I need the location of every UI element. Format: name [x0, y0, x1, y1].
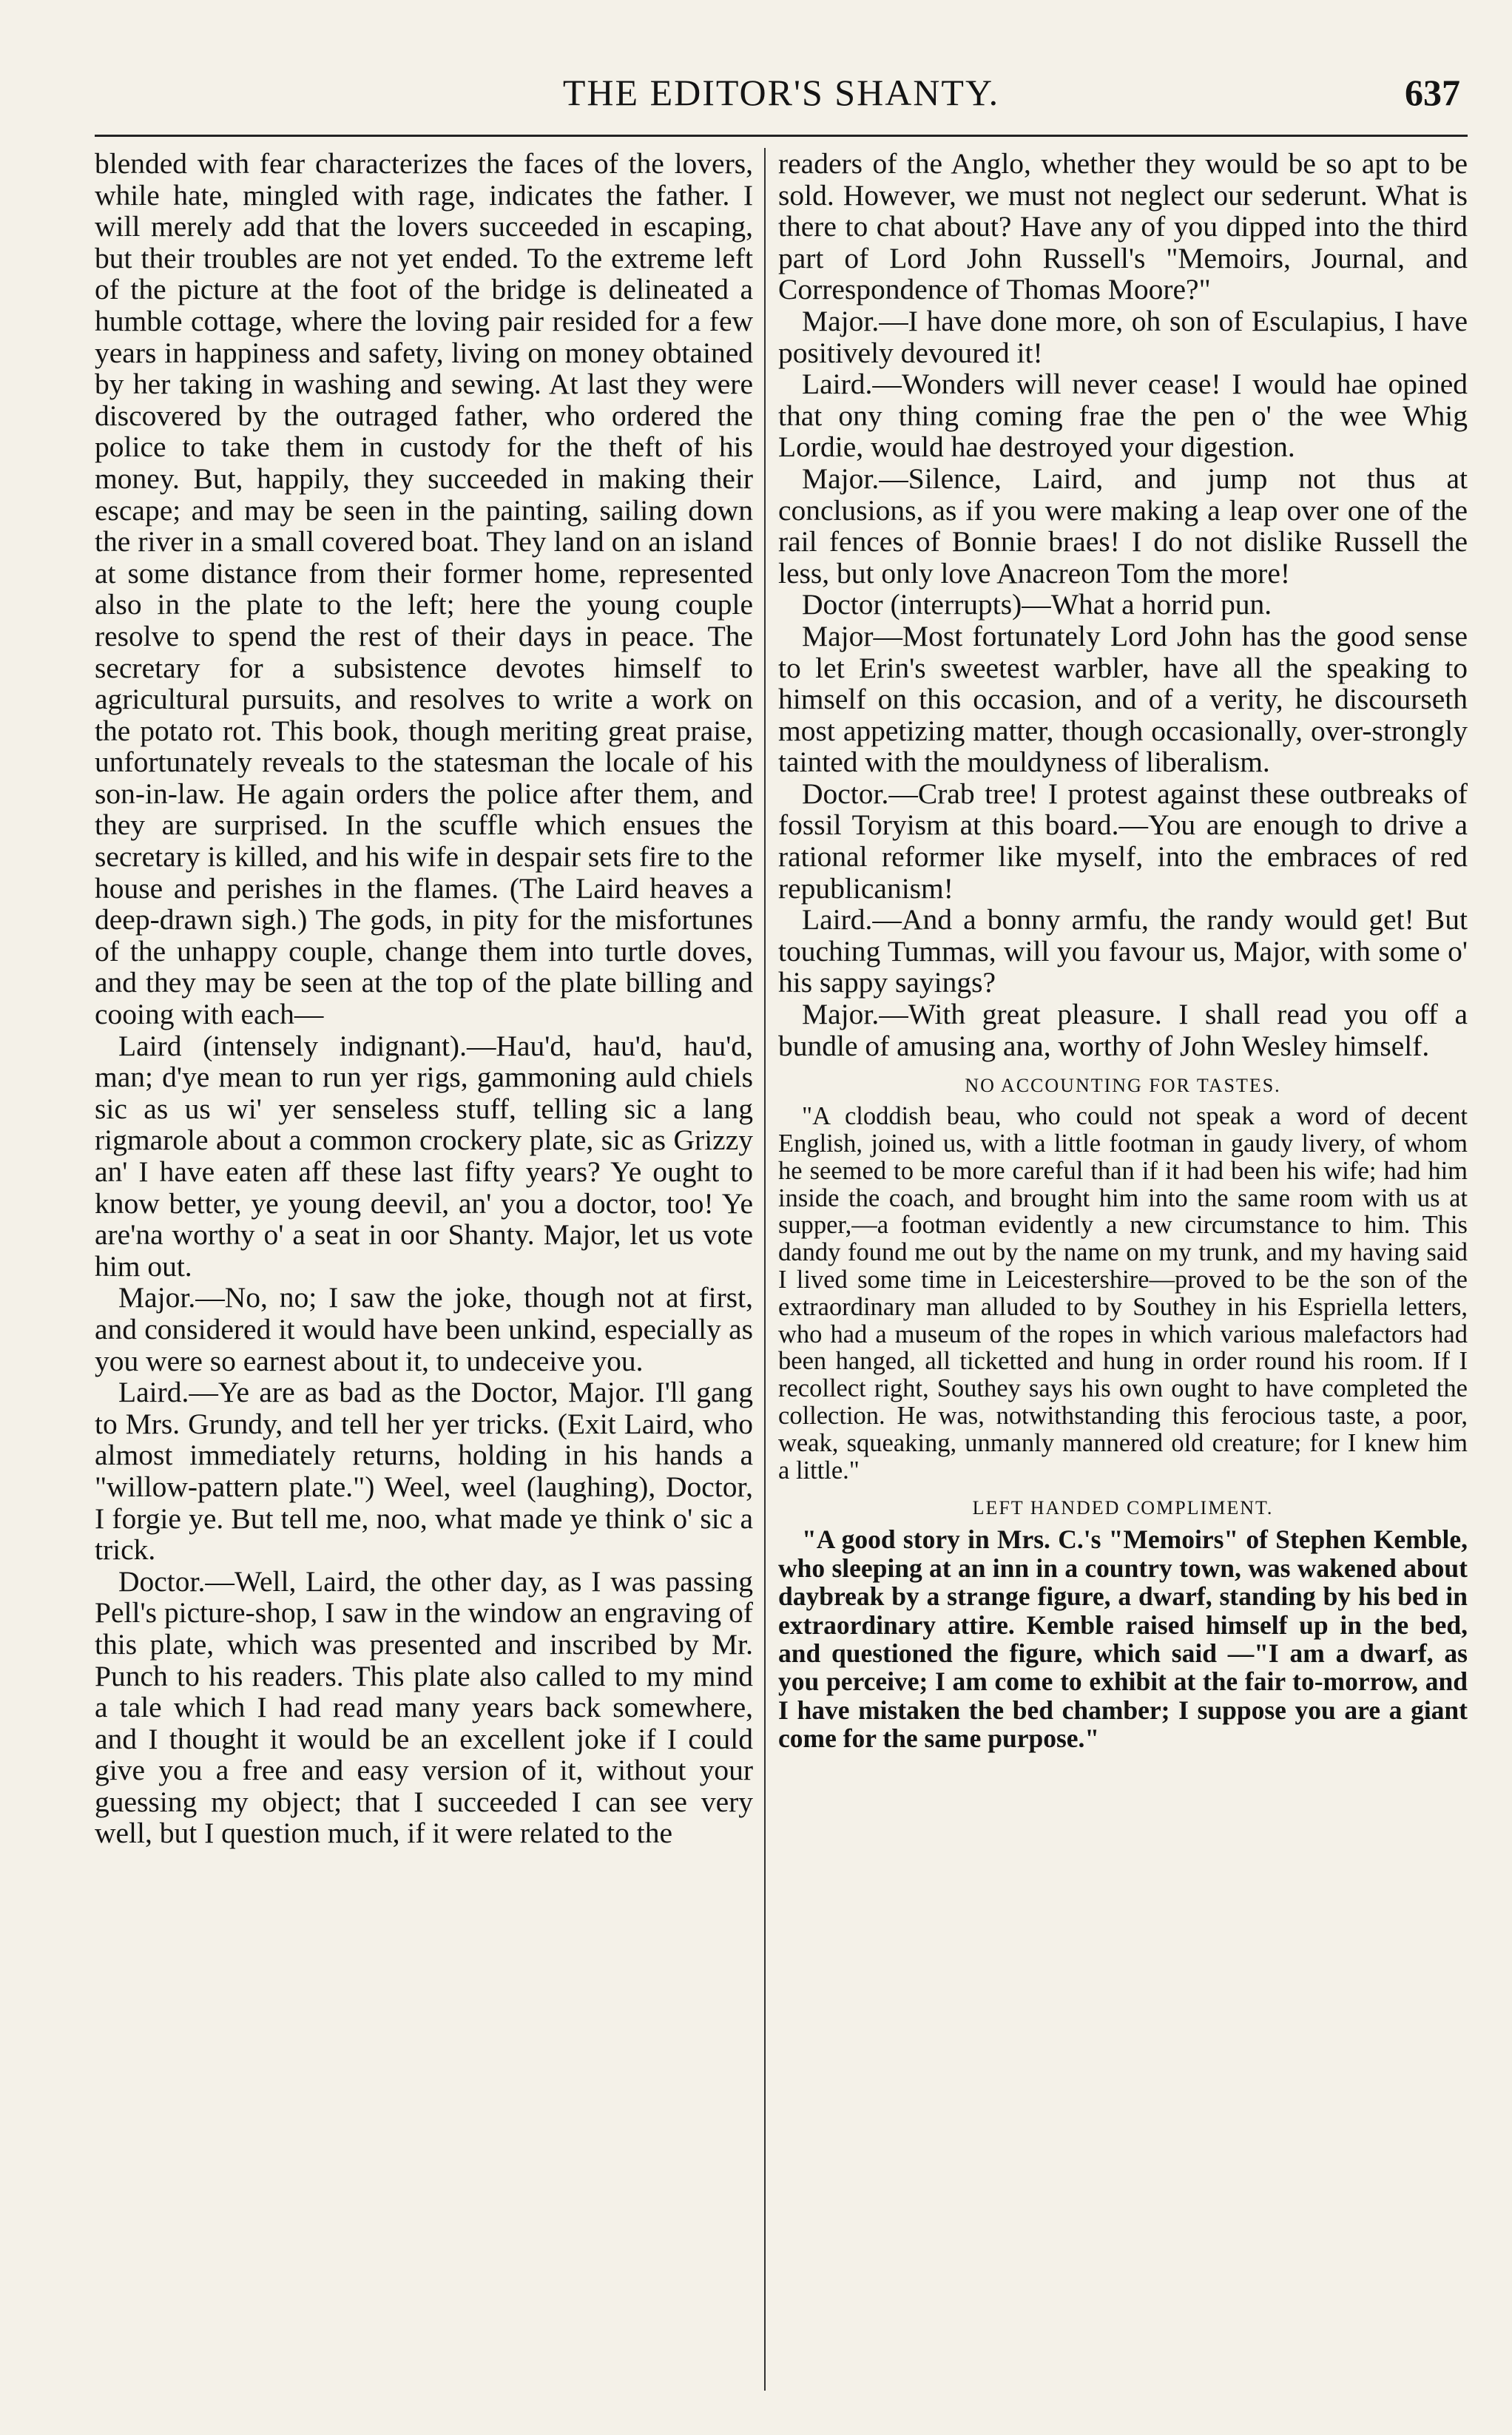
paragraph: Doctor (interrupts)—What a horrid pun. — [802, 588, 1272, 621]
paragraph: readers of the Anglo, whether they would be so apt to be sold. However, we must not neglect our sederunt. What is there to chat about? Have any of you dipped into the third part of Lord John Russell's "Memoirs, Journal, and Correspondence of Thomas Moore?" — [778, 148, 1468, 306]
running-header — [95, 71, 1468, 123]
quotation: "A good story in Mrs. C.'s "Memoirs" of Stephen Kemble, who sleeping at an inn in a country town, was wakened about daybreak by a strange figure, a dwarf, standing by his bed in extraordinary attire. Kemble raised himself up in the bed, and questioned the figure, which said —"I am a dwarf, as you perceive; I am come to exhibit at the fair to-morrow, and I have mistaken the bed chamber; I suppose you are a giant come for the same purpose." — [778, 1524, 1468, 1754]
paragraph: Major.—With great pleasure. I shall read you off a bundle of amusing ana, worthy of John Wesley himself. — [778, 998, 1468, 1062]
header-rule — [95, 135, 1468, 137]
quotation: "A cloddish beau, who could not speak a word of decent English, joined us, with a little footman in gaudy livery, of whom he seemed to be more careful than if it had been his wife; had him inside the coach, and brought him into the same room with us at supper,—a footman evidently a new circumstance to him. This dandy found me out by the name on my trunk, and my having said I lived some time in Leicestershire—proved to be the son of the extraordinary man alluded to by Southey in his Espriella letters, who had a museum of the ropes in which various malefactors had been hanged, all ticketted and hung in order round his room. If I recollect right, Southey says his own ought to have completed the collection. He was, notwithstanding this ferocious taste, a poor, weak, squeaking, unmanly mannered old creature; for I knew him a little." — [778, 1102, 1468, 1485]
paragraph: Major—Most fortunately Lord John has the good sense to let Erin's sweetest warbler, have all the speaking to himself on this occasion, and of a verity, he discourseth most appetizing matter, though occasionally, over-strongly tainted with the mouldyness of liberalism. — [778, 619, 1468, 779]
left-column — [95, 148, 753, 2391]
paragraph: blended with fear characterizes the faces of the lovers, while hate, mingled with rage, indicates the father. I will merely add that the lovers succeeded in escaping, but their troubles are not yet ended. To the extreme left of the picture at the foot of the bridge is delineated a humble cottage, where the loving pair resided for a few years in happiness and safety, living on money obtained by her taking in washing and sewing. At last they were discovered by the outraged father, who ordered the police to take them in custody for the theft of his money. But, happily, they succeeded in making their escape; and may be seen in the painting, sailing down the river in a small covered boat. They land on an island at some distance from their former home, represented also in the plate to the left; here the young couple resolve to spend the rest of their days in peace. The secretary for a subsistence devotes himself to agricultural pursuits, and resolves to write a work on the potato rot. This book, though meriting great praise, unfortunately reveals to the statesman the locale of his son-in-law. He again orders the police after them, and they are surprised. In the scuffle which ensues the secretary is killed, and his wife in despair sets fire to the house and perishes in the flames. (The Laird heaves a deep-drawn sigh.) The gods, in pity for the misfortunes of the unhappy couple, change them into turtle doves, and they may be seen at the top of the plate billing and cooing with each— — [95, 148, 753, 1031]
paragraph: Laird.—Ye are as bad as the Doctor, Major. I'll gang to Mrs. Grundy, and tell her yer tricks. (Exit Laird, who almost immediately returns, holding in his hands a "willow-pattern plate.") Weel, weel (laughing), Doctor, I forgie ye. But tell me, noo, what made ye think o' sic a trick. — [95, 1376, 753, 1567]
paragraph: Laird.—Wonders will never cease! I would hae opined that ony thing coming frae the pen o' the wee Whig Lordie, would hae destroyed your digestion. — [778, 368, 1468, 464]
paragraph: Major.—I have done more, oh son of Esculapius, I have positively devoured it! — [778, 304, 1468, 369]
section-heading: NO ACCOUNTING FOR TASTES. — [965, 1075, 1281, 1097]
paragraph: Major.—No, no; I saw the joke, though not at first, and considered it would have been unkind, especially as you were so earnest about it, to undeceive you. — [95, 1281, 753, 1377]
paragraph: Laird.—And a bonny armfu, the randy would get! But touching Tummas, will you favour us, Major, with some o' his sappy sayings? — [778, 903, 1468, 999]
page-number: 637 — [1405, 72, 1460, 113]
paragraph: Laird (intensely indignant).—Hau'd, hau'd, hau'd, man; d'ye mean to run yer rigs, gammoning auld chiels sic as us wi' yer senseless stuff, telling sic a lang rigmarole about a common crockery plate, sic as Grizzy an' I have eaten aff these last fifty years? Ye ought to know better, ye young deevil, an' you a doctor, too! Ye are'na worthy o' a seat in oor Shanty. Major, let us vote him out. — [95, 1029, 753, 1283]
section-heading: LEFT HANDED COMPLIMENT. — [972, 1497, 1274, 1519]
paragraph: Doctor.—Well, Laird, the other day, as I was passing Pell's picture-shop, I saw in the window an engraving of this plate, which was presented and inscribed by Mr. Punch to his readers. This plate also called to my mind a tale which I had read many years back somewhere, and I thought it would be an excellent joke if I could give you a free and easy version of it, without your guessing my object; that I succeeded I can see very well, but I question much, if it were related to the — [95, 1564, 753, 1850]
right-column — [778, 148, 1468, 2391]
paragraph: Doctor.—Crab tree! I protest against these outbreaks of fossil Toryism at this board.—You are enough to drive a rational reformer like myself, into the embraces of red republicanism! — [778, 777, 1468, 905]
paragraph: Major.—Silence, Laird, and jump not thus at conclusions, as if you were making a leap over one of the rail fences of Bonnie braes! I do not dislike Russell the less, but only love Anacreon Tom the more! — [778, 462, 1468, 590]
column-divider — [764, 148, 766, 2391]
header-title: THE EDITOR'S SHANTY. — [562, 72, 1000, 113]
